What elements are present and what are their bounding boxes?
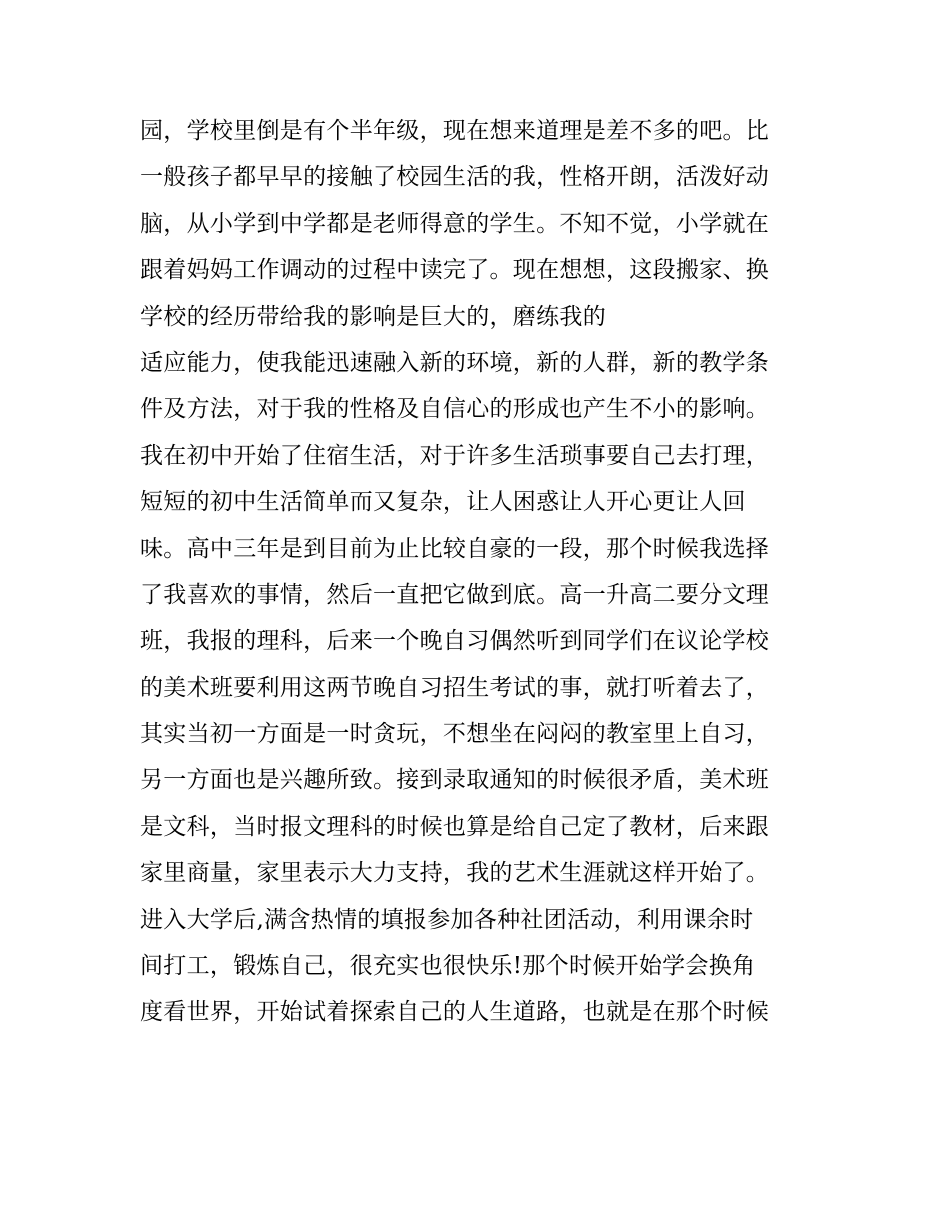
text-line-14: 其实当初一方面是一时贪玩，不想坐在闷闷的教室里上自习， <box>140 721 770 748</box>
text-line-8: 我在初中开始了住宿生活，对于许多生活琐事要自己去打理， <box>140 442 770 469</box>
text-line-5: 学校的经历带给我的影响是巨大的，磨练我的 <box>140 303 606 330</box>
text-line-15: 另一方面也是兴趣所致。接到录取通知的时候很矛盾，美术班 <box>140 767 770 794</box>
text-line-19: 间打工，锻炼自己，很充实也很快乐!那个时候开始学会换角 <box>140 953 756 980</box>
text-line-17: 家里商量，家里表示大力支持，我的艺术生涯就这样开始了。 <box>140 860 770 887</box>
text-line-12: 班，我报的理科，后来一个晚自习偶然听到同学们在议论学校 <box>140 628 770 655</box>
text-line-6: 适应能力，使我能迅速融入新的环境，新的人群，新的教学条 <box>140 349 770 376</box>
body-text <box>140 108 820 1036</box>
text-line-2: 一般孩子都早早的接触了校园生活的我，性格开朗，活泼好动 <box>140 164 770 191</box>
text-line-11: 了我喜欢的事情，然后一直把它做到底。高一升高二要分文理 <box>140 581 770 608</box>
text-line-13: 的美术班要利用这两节晚自习招生考试的事，就打听着去了， <box>140 674 770 701</box>
text-line-9: 短短的初中生活简单而又复杂，让人困惑让人开心更让人回 <box>140 489 746 516</box>
text-line-7: 件及方法，对于我的性格及自信心的形成也产生不小的影响。 <box>140 396 770 423</box>
text-line-3: 脑，从小学到中学都是老师得意的学生。不知不觉，小学就在 <box>140 210 770 237</box>
text-line-10: 味。高中三年是到目前为止比较自豪的一段，那个时候我选择 <box>140 535 770 562</box>
text-line-1: 园，学校里倒是有个半年级，现在想来道理是差不多的吧。比 <box>140 118 770 144</box>
text-line-4: 跟着妈妈工作调动的过程中读完了。现在想想，这段搬家、换 <box>140 257 770 284</box>
text-line-20: 度看世界，开始试着探索自己的人生道路，也就是在那个时候 <box>140 999 770 1026</box>
text-line-16: 是文科，当时报文理科的时候也算是给自己定了教材，后来跟 <box>140 813 770 840</box>
text-line-18: 进入大学后,满含热情的填报参加各种社团活动，利用课余时 <box>140 906 754 933</box>
